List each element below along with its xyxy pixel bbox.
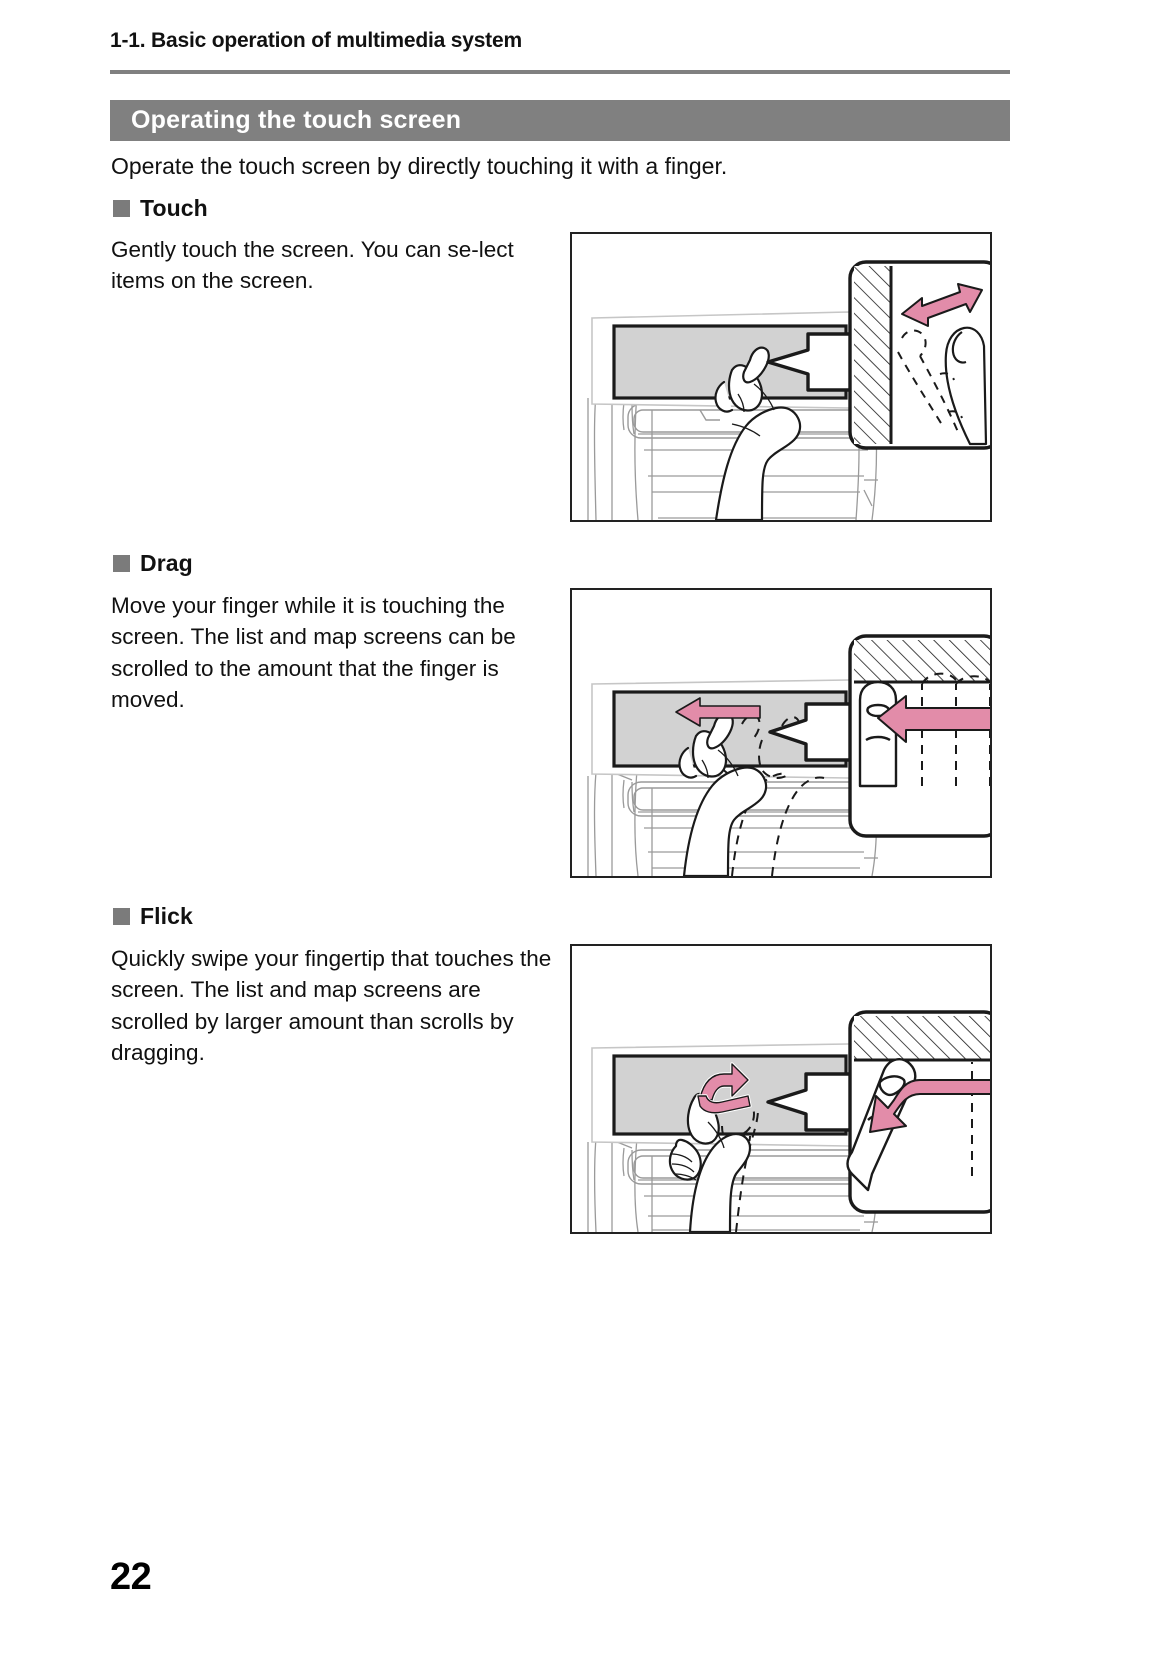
square-bullet-icon	[113, 908, 130, 925]
touch-illustration	[570, 232, 992, 522]
subsection-heading-label: Touch	[140, 195, 208, 221]
subsection-heading-drag	[113, 550, 193, 577]
running-header	[110, 28, 1010, 53]
subsection-heading-label: Drag	[140, 550, 193, 576]
flick-illustration	[570, 944, 992, 1234]
subsection-body-flick: Quickly swipe your fingertip that touches the screen. The list and map screens are scrolled by larger amount than scrolls by dragging.	[111, 946, 552, 1065]
drag-illustration-svg	[572, 590, 990, 876]
square-bullet-icon	[113, 200, 130, 217]
section-title: Operating the touch screen	[131, 106, 462, 134]
touch-illustration-svg	[572, 234, 990, 520]
square-bullet-icon	[113, 555, 130, 572]
header-rule	[110, 70, 1010, 74]
subsection-heading-flick	[113, 903, 193, 930]
subsection-heading-label: Flick	[140, 903, 193, 929]
page-number: 22	[110, 1556, 152, 1598]
section-intro: Operate the touch screen by directly touching it with a finger.	[111, 153, 728, 179]
subsection-body-touch: Gently touch the screen. You can se-lect items on the screen.	[111, 237, 514, 294]
drag-illustration	[570, 588, 992, 878]
section-title-band	[110, 100, 1010, 141]
flick-illustration-svg	[572, 946, 990, 1232]
subsection-heading-touch	[113, 195, 208, 222]
subsection-body-drag: Move your finger while it is touching the screen. The list and map screens can be scrolled to the amount that the finger is moved.	[111, 593, 516, 712]
breadcrumb: 1-1. Basic operation of multimedia system	[110, 29, 522, 52]
